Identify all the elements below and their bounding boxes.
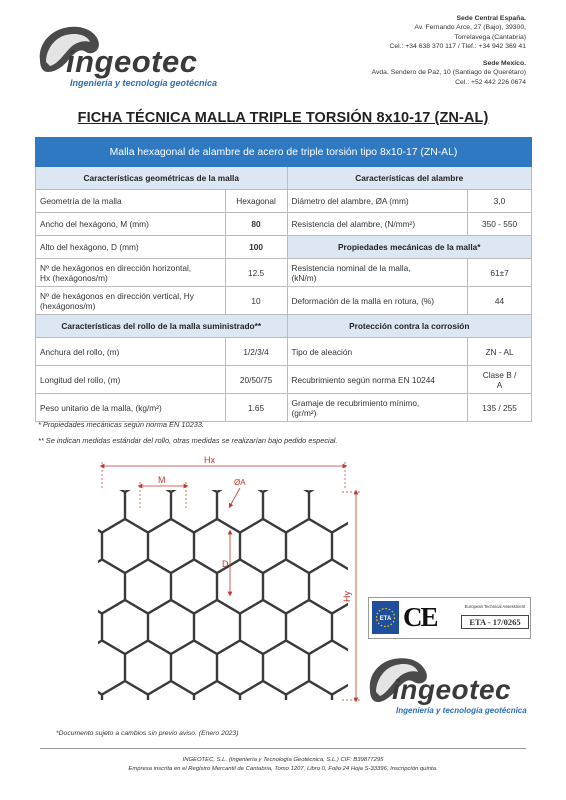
mesh-hexagon (309, 560, 355, 614)
footer-company: INGEOTEC, S.L. (Ingeniería y Tecnología Geotécnica, S.L.) CIF: B39877295 (182, 757, 384, 763)
roll-header: Características del rollo de la malla suministrado** (36, 315, 288, 338)
roll3-label: Peso unitario de la malla, (kg/m²) (36, 394, 226, 422)
address-mexico (372, 59, 526, 87)
mesh-hexagon (148, 681, 194, 717)
mech2-label: Deformación de la malla en rotura, (%) (287, 287, 468, 315)
mesh-hexagon (286, 681, 332, 717)
mesh-diagram (80, 452, 370, 717)
geom4-label-line1: Nº de hexágonos en dirección horizontal, (40, 262, 192, 273)
corr1-value: ZN - AL (468, 338, 532, 366)
mesh-hexagon (80, 641, 125, 695)
ingeotec-logo-bottom (366, 654, 541, 724)
page-title: FICHA TÉCNICA MALLA TRIPLE TORSIÓN 8x10-17 (ZN-AL) (77, 110, 489, 126)
mesh-hexagon (171, 479, 217, 533)
mesh-hexagon (240, 519, 286, 573)
mesh-hexagon (309, 479, 355, 533)
corr3-label-line1: Gramaje de recubrimiento mínimo, (291, 397, 420, 408)
corr2-value-line2: A (496, 379, 503, 390)
svg-text:ETA: ETA (379, 616, 392, 622)
eta-certification (368, 597, 531, 639)
mesh-hexagon (332, 600, 370, 654)
logo-wordmark: ingeotec (66, 44, 198, 79)
ce-mark: CE (403, 602, 437, 632)
mesh-hexagon (102, 681, 148, 717)
geom5-label (36, 287, 226, 315)
wire2-label: Resistencia del alambre, (N/mm²) (287, 213, 468, 236)
mesh-hexagon (102, 600, 148, 654)
mesh-hexagon (80, 479, 125, 533)
corr3-value: 135 / 255 (468, 394, 532, 422)
geom3-value: 100 (225, 236, 287, 259)
corr3-label-line2: (gr/m²) (291, 407, 317, 418)
mesh-hexagon (171, 641, 217, 695)
spec-table (35, 137, 532, 422)
logo-tagline: Ingeniería y tecnología geotécnica (70, 78, 218, 88)
mesh-hexagon (125, 641, 171, 695)
mesh-hexagon (80, 560, 125, 614)
mesh-hexagon (286, 519, 332, 573)
note-mechanical: * Propiedades mecánicas según norma EN 10233. (38, 420, 204, 429)
mesh-hexagon (263, 641, 309, 695)
mech-header: Propiedades mecánicas de la malla* (287, 236, 531, 259)
spain-line1: Av. Fernando Arce, 27 (Bajo), 39300, (414, 24, 526, 32)
hexagon-mesh (80, 452, 370, 717)
wire2-value: 350 - 550 (468, 213, 532, 236)
hy-label: Hy (342, 591, 352, 602)
logo-wordmark: ingeotec (392, 674, 512, 705)
mesh-hexagon (80, 600, 102, 654)
geom4-label-line2: Hx (hexágonos/m) (40, 272, 108, 283)
mesh-hexagon (80, 681, 102, 717)
mexico-line1: Avda. Sendero de Paz, 10 (Santiago de Querétaro) (371, 69, 526, 77)
mesh-hexagon (148, 600, 194, 654)
mexico-heading: Sede Mexico. (482, 60, 526, 67)
corrosion-header: Protección contra la corrosión (287, 315, 531, 338)
geom4-label (36, 259, 226, 287)
hx-label: Hx (204, 455, 215, 465)
geom4-value: 12.5 (225, 259, 287, 287)
mesh-hexagon (80, 519, 102, 573)
mech2-value: 44 (468, 287, 532, 315)
roll2-value: 20/50/75 (225, 366, 287, 394)
eta-assessment-label: European Technical Assessment (464, 604, 526, 609)
geom5-label-line1: Nº de hexágonos en dirección vertical, Hy (40, 290, 194, 301)
mech1-label (287, 259, 468, 287)
address-spain (389, 14, 526, 51)
mexico-line2: Cel.: +52 442 226 0674 (455, 78, 526, 86)
corr3-label (287, 394, 468, 422)
mesh-hexagon (102, 519, 148, 573)
mesh-hexagon (286, 452, 332, 492)
geom-header: Características geométricas de la malla (36, 167, 288, 190)
mesh-hexagon (125, 479, 171, 533)
corr1-label: Tipo de aleación (287, 338, 468, 366)
geom2-label: Ancho del hexágono, M (mm) (36, 213, 226, 236)
mesh-hexagon (217, 641, 263, 695)
geom2-value: 80 (225, 213, 287, 236)
mesh-hexagon (286, 600, 332, 654)
geom1-value: Hexagonal (225, 190, 287, 213)
mesh-hexagon (240, 600, 286, 654)
roll2-label: Longitud del rollo, (m) (36, 366, 226, 394)
roll3-value: 1.65 (225, 394, 287, 422)
geom5-label-line2: (hexágonos/m) (40, 300, 96, 311)
mesh-hexagon (194, 600, 240, 654)
ingeotec-logo-top (36, 22, 236, 92)
geom5-value: 10 (225, 287, 287, 315)
mesh-hexagon (355, 479, 370, 533)
roll1-value: 1/2/3/4 (225, 338, 287, 366)
mesh-hexagon (263, 560, 309, 614)
spain-line2: Torrelavega (Cantabria) (454, 33, 526, 41)
wire-header: Características del alambre (287, 167, 531, 190)
mech1-label-line2: (kN/m) (291, 272, 317, 283)
mesh-hexagon (332, 519, 370, 573)
roll1-label: Anchura del rollo, (m) (36, 338, 226, 366)
mesh-hexagon (148, 519, 194, 573)
note-roll: ** Se indican medidas estándar del rollo, otras medidas se realizarían bajo pedido especial. (38, 436, 338, 445)
logo-tagline: Ingeniería y tecnología geotécnica (396, 706, 527, 715)
spain-line3: Cel.: +34 638 370 117 / Tlef.: +34 942 369 41 (389, 42, 526, 50)
mesh-hexagon (240, 452, 286, 492)
eta-number: ETA - 17/0265 (461, 615, 529, 629)
oa-label: ØA (234, 478, 246, 487)
mesh-hexagon (309, 641, 355, 695)
mesh-hexagon (240, 681, 286, 717)
d-label: D (222, 559, 229, 569)
footer-registry: Empresa inscrita en el Registro Mercantil de Cantabria, Tomo 1207, Libro 0, Folio 24 Hoja S-33396, Inscripción quinta. (128, 766, 438, 772)
mesh-hexagon (194, 519, 240, 573)
mesh-hexagon (125, 560, 171, 614)
corr2-value-line1: Clase B / (482, 369, 517, 380)
footer-divider (40, 748, 526, 749)
m-label: M (158, 475, 166, 485)
mesh-hexagon (171, 560, 217, 614)
document-notice: *Documento sujeto a cambios sin previo aviso. (Enero 2023) (56, 730, 239, 737)
corr2-value (468, 366, 532, 394)
eu-eta-flag-icon (372, 601, 399, 634)
mesh-hexagon (80, 452, 102, 492)
mech1-label-line1: Resistencia nominal de la malla, (291, 262, 411, 273)
mesh-hexagon (332, 681, 370, 717)
wire1-label: Diámetro del alambre, ØA (mm) (287, 190, 468, 213)
wire1-value: 3,0 (468, 190, 532, 213)
geom3-label: Alto del hexágono, D (mm) (36, 236, 226, 259)
mesh-hexagon (194, 681, 240, 717)
corr2-label: Recubrimiento según norma EN 10244 (287, 366, 468, 394)
mesh-hexagon (263, 479, 309, 533)
spain-heading: Sede Central España. (456, 15, 526, 22)
geom1-label: Geometría de la malla (36, 190, 226, 213)
table-band-title: Malla hexagonal de alambre de acero de triple torsión tipo 8x10-17 (ZN-AL) (36, 138, 532, 167)
mesh-hexagon (332, 452, 370, 492)
mech1-value: 61±7 (468, 259, 532, 287)
